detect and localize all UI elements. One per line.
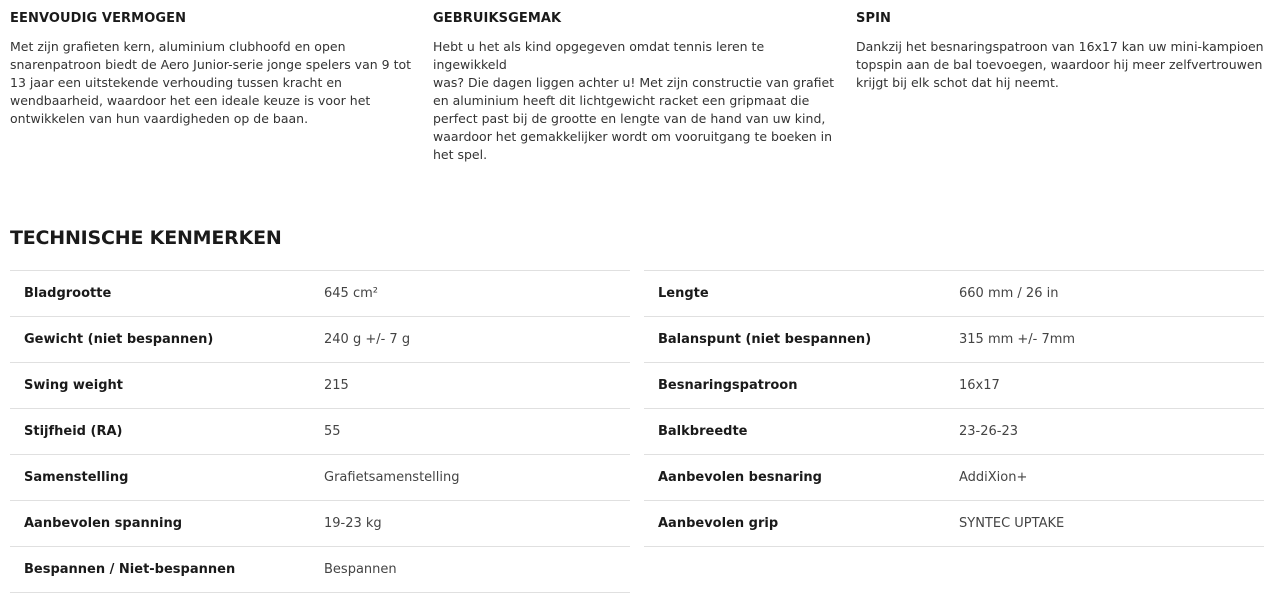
spec-label: Aanbevolen besnaring: [658, 470, 822, 485]
spec-row: [644, 317, 1264, 363]
spec-table-left: [10, 270, 630, 593]
feature-title: EENVOUDIG VERMOGEN: [10, 11, 187, 26]
spec-value: 55: [324, 424, 341, 439]
tech-specs-title: TECHNISCHE KENMERKEN: [10, 227, 282, 249]
spec-row: [10, 455, 630, 501]
feature-line: topspin aan de bal toevoegen, waardoor hij meer zelfvertrouwen: [856, 57, 1263, 72]
features-section: [10, 0, 1264, 162]
feature-eenvoudig-vermogen: [10, 10, 418, 128]
feature-description: [10, 38, 418, 128]
spec-row: [644, 501, 1264, 547]
spec-label: Besnaringspatroon: [658, 378, 798, 393]
spec-label: Aanbevolen spanning: [24, 516, 183, 531]
spec-label: Gewicht (niet bespannen): [24, 332, 214, 347]
spec-label: Aanbevolen grip: [658, 516, 779, 531]
spec-row: [10, 271, 630, 317]
spec-value: AddiXion+: [959, 470, 1028, 485]
spec-row: [10, 409, 630, 455]
spec-label: Balanspunt (niet bespannen): [658, 332, 872, 347]
spec-row: [644, 271, 1264, 317]
spec-value: Grafietsamenstelling: [324, 470, 460, 485]
spec-value: 23-26-23: [959, 424, 1019, 439]
spec-value: SYNTEC UPTAKE: [959, 516, 1065, 531]
spec-row: [10, 501, 630, 547]
feature-line: Hebt u het als kind opgegeven omdat tennis leren te ingewikkeld: [433, 39, 765, 72]
spec-value: 16x17: [959, 378, 1000, 393]
feature-line: ontwikkelen van hun vaardigheden op de baan.: [10, 111, 309, 126]
feature-description: [433, 38, 841, 164]
spec-label: Stijfheid (RA): [24, 424, 123, 439]
spec-label: Lengte: [658, 286, 709, 301]
feature-description: [856, 38, 1264, 92]
feature-line: het spel.: [433, 147, 488, 162]
feature-line: was? Die dagen liggen achter u! Met zijn constructie van grafiet: [433, 75, 835, 90]
spec-value: 19-23 kg: [324, 516, 382, 531]
spec-label: Bespannen / Niet-bespannen: [24, 562, 236, 577]
feature-title: GEBRUIKSGEMAK: [433, 11, 562, 26]
spec-table-right: [644, 270, 1264, 547]
spec-value: 645 cm²: [324, 286, 378, 301]
feature-line: waardoor het gemakkelijker wordt om vooruitgang te boeken in: [433, 129, 833, 144]
spec-row: [10, 363, 630, 409]
spec-value: 660 mm / 26 in: [959, 286, 1059, 301]
spec-label: Swing weight: [24, 378, 123, 393]
feature-line: snarenpatroon biedt de Aero Junior-serie jonge spelers van 9 tot: [10, 57, 412, 72]
feature-title: SPIN: [856, 11, 892, 26]
feature-spin: [856, 10, 1264, 92]
spec-value: Bespannen: [324, 562, 397, 577]
spec-value: 315 mm +/- 7mm: [959, 332, 1076, 347]
spec-row: [644, 363, 1264, 409]
spec-label: Balkbreedte: [658, 424, 748, 439]
feature-line: Dankzij het besnaringspatroon van 16x17 kan uw mini-kampioen: [856, 39, 1264, 54]
feature-line: wendbaarheid, waardoor het een ideale keuze is voor het: [10, 93, 371, 108]
feature-line: krijgt bij elk schot dat hij neemt.: [856, 75, 1059, 90]
feature-line: en aluminium heeft dit lichtgewicht racket een gripmaat die: [433, 93, 810, 108]
feature-line: perfect past bij de grootte en lengte van de hand van uw kind,: [433, 111, 826, 126]
feature-line: Met zijn grafieten kern, aluminium clubhoofd en open: [10, 39, 346, 54]
spec-value: 215: [324, 378, 349, 393]
spec-row: [644, 409, 1264, 455]
feature-gebruiksgemak: [433, 10, 841, 164]
spec-label: Bladgrootte: [24, 286, 112, 301]
spec-row: [10, 547, 630, 593]
feature-line: 13 jaar een uitstekende verhouding tussen kracht en: [10, 75, 342, 90]
spec-row: [644, 455, 1264, 501]
spec-label: Samenstelling: [24, 470, 129, 485]
spec-row: [10, 317, 630, 363]
spec-value: 240 g +/- 7 g: [324, 332, 411, 347]
